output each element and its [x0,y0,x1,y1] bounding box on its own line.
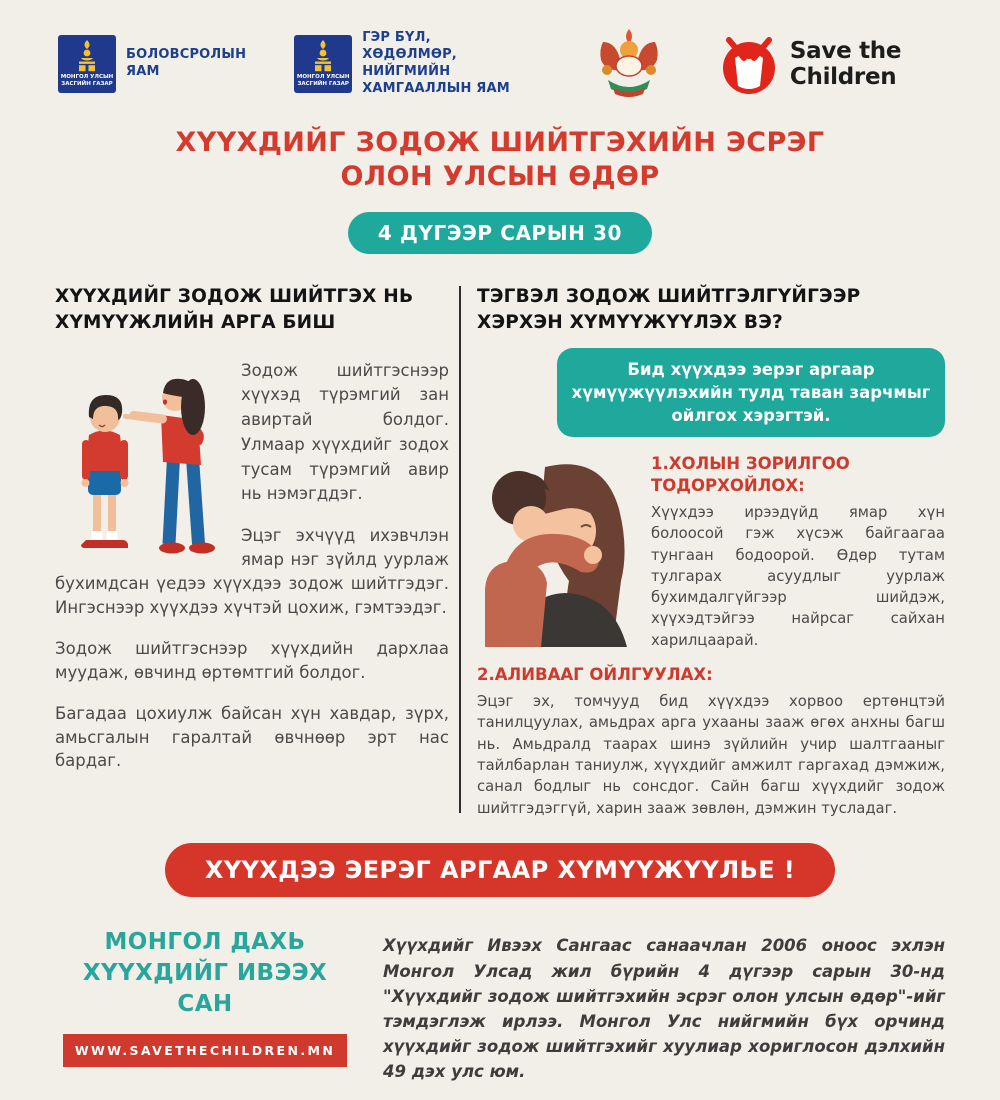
gov-emblem-caption: МОНГОЛ УЛСЫН ЗАСГИЙН ГАЗАР [296,74,350,88]
save-the-children-label: Save the Children [789,38,902,90]
hugging-illustration [477,451,641,651]
website-badge[interactable]: WWW.SAVETHECHILDREN.MN [63,1034,347,1067]
point-2-title: 2.АЛИВААГ ОЙЛГУУЛАХ: [477,665,713,685]
left-paragraph-1: Зодож шийтгэснээр хүүхэд түрэмгий зан авиртай болдог. Улмаар хүүхдийг зодох тусам түрэмгий авир нь нэмэгддэг. [241,360,449,504]
footer-note: Хүүхдийг Ивээх Сангаас санаачлан 2006 оноос эхлэн Монгол Улсад жил бүрийн 4 дүгээр сарын 30-нд "Хүүхдийг зодож шийтгэхийн эсрэг олон улсын өдөр"-ийг тэмдэглэж ирлээ. Монгол Улс нийгмийн бүх орчинд хүүхдийг зодож шийтгэхийг хуулиар хориглосон дэлхийн 49 дэх улс юм. [383,936,945,1081]
point-2-body: Эцэг эх, томчууд бид хүүхдээ хорвоо ертөнцтэй танилцуулах, амьдрах арга ухааны зааж өгөх анхны багш нь. Амьдралд таарах шинэ зүйлийн учир шалтгааныг тайлбарлан таниулж, хүүхдийг амжилт гаргахад дэмжиж, санал бодлыг нь сонсдог. Сайн багш хүүхдийг зодож шийтгэдэггүй, харин зааж зөвлөн, дэмжин тусладаг. [477,693,945,817]
date-badge: 4 ДҮГЭЭР САРЫН 30 [348,212,652,254]
footer-org-block [55,917,355,1100]
org-name: МОНГОЛ ДАХЬ ХҮҮХДИЙГ ИВЭЭХ САН [82,928,328,1018]
logo-save-the-children [717,32,942,96]
gov-emblem-caption: МОНГОЛ УЛСЫН ЗАСГИЙН ГАЗАР [60,74,114,88]
left-column [55,284,459,819]
mongolia-government-emblem-icon [294,35,352,93]
poster-title-line1: ХҮҮХДИЙГ ЗОДОЖ ШИЙТГЭХИЙН ЭСРЭГ [175,127,825,158]
point-2-block [477,664,945,819]
left-paragraph-2: Эцэг эхчүүд ихэвчлэн ямар нэг зүйлд уурлаж бухимдсан үедээ хүүхдээ зодож шийтгэдэг. Ингэснээр хүүхдээ хүчтэй цохиж, гэмтээдэг. [55,526,449,617]
logo-ministry-family [294,30,527,98]
mongolia-government-emblem-icon [58,35,116,93]
logo-row [0,0,1000,102]
right-column-heading: ТЭГВЭЛ ЗОДОЖ ШИЙТГЭЛГҮЙГЭЭР ХЭРХЭН ХҮМҮҮЖҮҮЛЭХ ВЭ? [477,285,861,333]
ministry-education-label: БОЛОВСРОЛЫН ЯАМ [126,47,247,79]
logo-ministry-education [58,35,246,93]
scolding-illustration [55,355,231,564]
poster-title [0,126,1000,194]
crest-emblem-icon [593,26,665,102]
point-1-row [477,451,945,651]
footer [0,897,1000,1100]
point-1-title: 1.ХОЛЫН ЗОРИЛГОО ТОДОРХОЙЛОХ: [651,454,850,496]
left-paragraph-3: Зодож шийтгэснээр хүүхдийн дархлаа муудаж, өвчинд өртөмтгий болдог. [55,638,449,682]
column-divider [459,286,461,813]
point-1-text [651,451,945,651]
left-paragraph-4: Багадаа цохиулж байсан хүн хавдар, зүрх, амьсгалын гаралтай өвчнөөр эрт нас бардаг. [55,703,449,771]
left-lead-block [55,353,449,508]
content-columns [0,254,1000,819]
right-column [477,284,945,819]
slogan-banner: ХҮҮХДЭЭ ЭЕРЭГ АРГААР ХҮМҮҮЖҮҮЛЬЕ ! [165,843,835,897]
soyombo-icon [74,40,100,72]
soyombo-icon [310,40,336,72]
ministry-family-label: ГЭР БҮЛ, ХӨДӨЛМӨР, НИЙГМИЙН ХАМГААЛЛЫН ЯАМ [362,30,510,96]
save-the-children-icon [717,32,781,96]
left-column-heading: ХҮҮХДИЙГ ЗОДОЖ ШИЙТГЭХ НЬ ХҮМҮҮЖЛИЙН АРГА БИШ [55,285,414,333]
principles-callout: Бид хүүхдээ эерэг аргаар хүмүүжүүлэхийн тулд таван зарчмыг ойлгох хэрэгтэй. [557,348,945,437]
point-1-body: Хүүхдээ ирээдүйд ямар хүн болоосой гэж хүсэж байгаагаа тунгаан бодоорой. Өдөр тутам тулгарах асуудлыг уурлаж бухимдалгүйгээр шийдэж, хүүхэдтэйгээ найрсаг сайхан харилцаарай. [651,503,945,649]
poster-title-line2: ОЛОН УЛСЫН ӨДӨР [340,160,660,192]
